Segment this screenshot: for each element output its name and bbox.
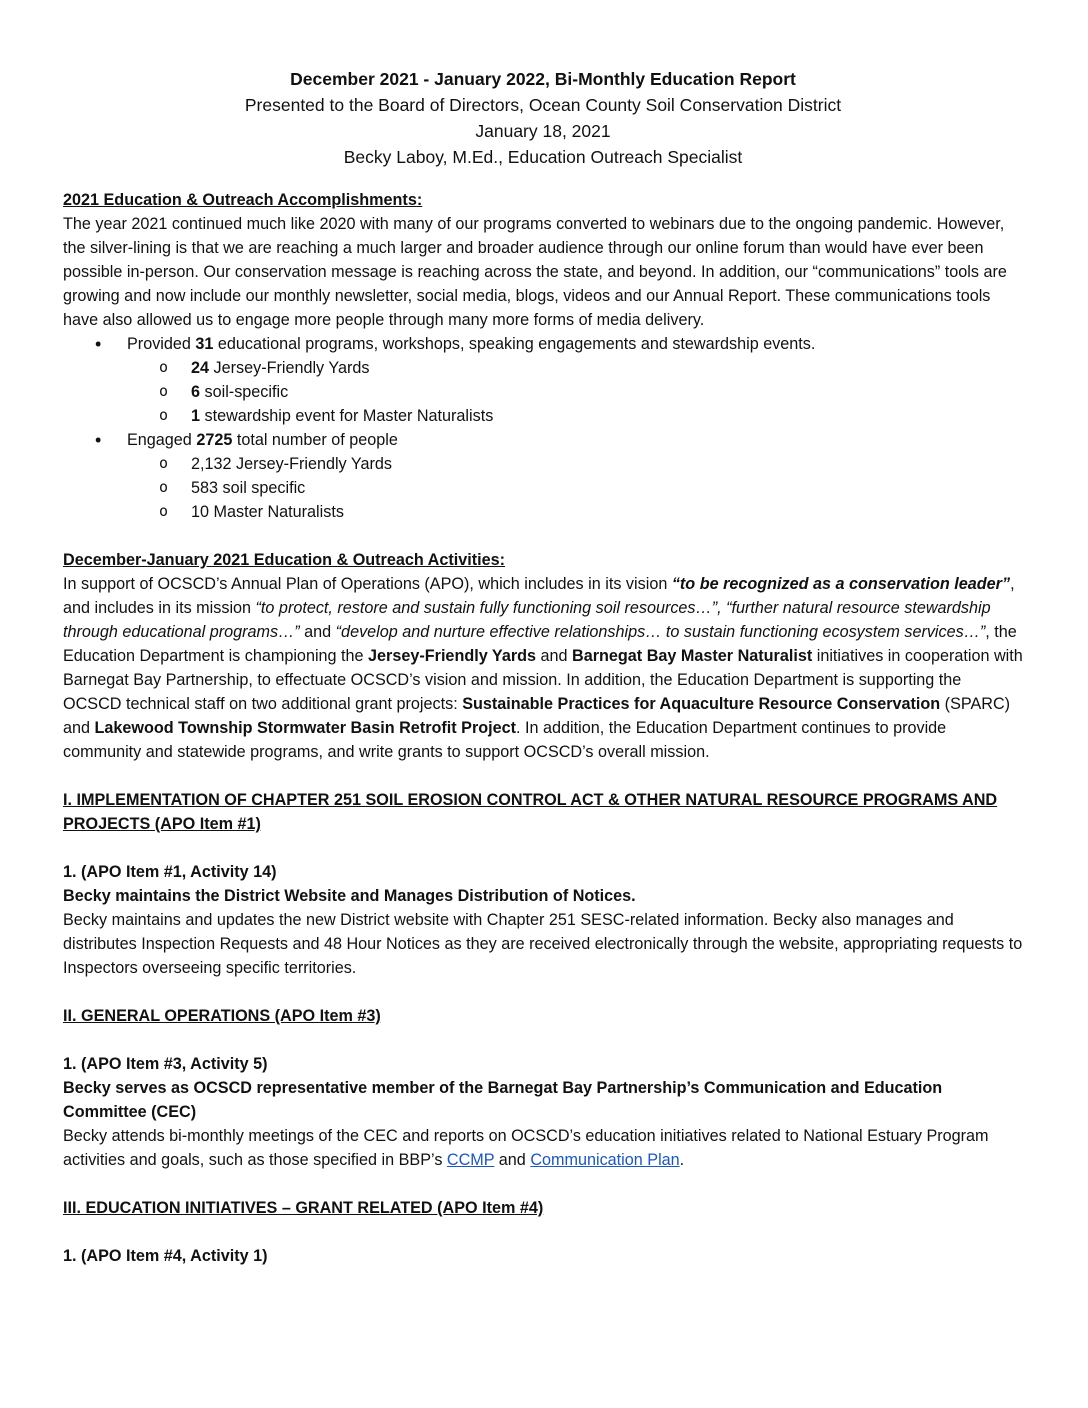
body-text: In support of OCSCD’s Annual Plan of Operations (APO), which includes in its vision bbox=[63, 575, 672, 593]
body-text: and bbox=[494, 1151, 531, 1169]
section-2-item-label: 1. (APO Item #3, Activity 5) bbox=[63, 1055, 268, 1073]
sub-text: Jersey-Friendly Yards bbox=[209, 359, 370, 377]
section-3-item-label: 1. (APO Item #4, Activity 1) bbox=[63, 1247, 268, 1265]
report-author: Becky Laboy, M.Ed., Education Outreach Specialist bbox=[343, 147, 743, 167]
body-text: . In addition, the Education Department continues to provide community and statewide programs, and write grants to support OCSCD’s overall mission. bbox=[63, 719, 947, 761]
programs-count: 31 bbox=[195, 335, 214, 353]
section-1-item-title: Becky maintains the District Website and Manages Distribution of Notices. bbox=[63, 887, 636, 905]
activities-heading: December-January 2021 Education & Outreach Activities: bbox=[63, 551, 506, 569]
project-name: Sustainable Practices for Aquaculture Resource Conservation bbox=[462, 695, 941, 713]
accomplishments-body: The year 2021 continued much like 2020 with many of our programs converted to webinars due to the ongoing pandemic. However, the silver-lining is that we are reaching a much larger and broader audience through our online forum than would have ever been possible in-person. Our conservation message is reaching across the state, and beyond. In addition, our “communications” tools are growing and now include our monthly newsletter, social media, blogs, videos and our Annual Report. These communications tools have also allowed us to engage more people through many more forms of media delivery. bbox=[63, 215, 1007, 329]
project-name: Lakewood Township Stormwater Basin Retrofit Project bbox=[94, 719, 517, 737]
body-text: , the Education Department is championing the bbox=[63, 623, 1017, 665]
sub-list bbox=[127, 356, 1023, 428]
initiative-name: Jersey-Friendly Yards bbox=[368, 647, 537, 665]
body-text: and bbox=[536, 647, 573, 665]
report-date: January 18, 2021 bbox=[475, 121, 611, 141]
mission-quote: “to protect, restore and sustain fully functioning soil resources…”, “further natural resource stewardship through educational programs…” bbox=[63, 599, 991, 641]
sub-count: 6 bbox=[191, 383, 201, 401]
section-1-item-label: 1. (APO Item #1, Activity 14) bbox=[63, 863, 277, 881]
bullet-text: educational programs, workshops, speaking engagements and stewardship events. bbox=[213, 335, 816, 353]
report-header bbox=[63, 66, 1023, 170]
body-text: initiatives in cooperation with Barnegat Bay Partnership, to effectuate OCSCD’s vision and mission. In addition, the Education Department is supporting the OCSCD technical staff on two additional grant projects: bbox=[63, 647, 1023, 713]
activities-body bbox=[63, 572, 1023, 764]
communication-plan-link[interactable]: Communication Plan bbox=[530, 1151, 680, 1169]
section-3-heading: III. EDUCATION INITIATIVES – GRANT RELATED (APO Item #4) bbox=[63, 1199, 544, 1217]
sub-count: 24 bbox=[191, 359, 210, 377]
body-text: . bbox=[679, 1151, 685, 1169]
list-item bbox=[127, 356, 1023, 380]
section-1-heading: I. IMPLEMENTATION OF CHAPTER 251 SOIL EROSION CONTROL ACT & OTHER NATURAL RESOURCE PROGRAMS AND PROJECTS (APO Item #1) bbox=[63, 791, 998, 833]
ccmp-link[interactable]: CCMP bbox=[446, 1151, 495, 1169]
body-text: Becky attends bi-monthly meetings of the CEC and reports on OCSCD’s education initiatives related to National Estuary Program activities and goals, such as those specified in BBP’s bbox=[63, 1127, 989, 1169]
sub-list bbox=[127, 452, 1023, 524]
section-2-item-body bbox=[63, 1124, 1023, 1172]
accomplishments-list bbox=[63, 332, 1023, 524]
section-2-item-title: Becky serves as OCSCD representative member of the Barnegat Bay Partnership’s Communication and Education Committee (CEC) bbox=[63, 1079, 943, 1121]
sub-text: soil-specific bbox=[200, 383, 289, 401]
mission-quote: “develop and nurture effective relationships… to sustain functioning ecosystem services…” bbox=[335, 623, 986, 641]
initiative-name: Barnegat Bay Master Naturalist bbox=[572, 647, 813, 665]
list-item bbox=[127, 380, 1023, 404]
vision-quote: “to be recognized as a conservation leader” bbox=[671, 575, 1011, 593]
sub-text: stewardship event for Master Naturalists bbox=[200, 407, 494, 425]
list-item: o 583 soil specific bbox=[127, 476, 1023, 500]
bullet-text: total number of people bbox=[232, 431, 398, 449]
list-item: o 2,132 Jersey-Friendly Yards bbox=[127, 452, 1023, 476]
section-1-item-body: Becky maintains and updates the new District website with Chapter 251 SESC-related information. Becky also manages and distributes Inspection Requests and 48 Hour Notices as they are received electronically through the website, appropriating requests to Inspectors overseeing specific territories. bbox=[63, 911, 1023, 977]
bullet-text: Provided bbox=[127, 335, 196, 353]
list-item bbox=[63, 332, 1023, 428]
body-text: (SPARC) and bbox=[63, 695, 1011, 737]
accomplishments-heading: 2021 Education & Outreach Accomplishments: bbox=[63, 191, 423, 209]
document-page bbox=[63, 66, 1023, 1268]
body-text: , and includes in its mission bbox=[63, 575, 1015, 617]
section-2-heading: II. GENERAL OPERATIONS (APO Item #3) bbox=[63, 1007, 381, 1025]
presented-to: Presented to the Board of Directors, Ocean County Soil Conservation District bbox=[244, 95, 842, 115]
sub-count: 1 bbox=[191, 407, 201, 425]
list-item bbox=[127, 404, 1023, 428]
people-count: 2725 bbox=[196, 431, 233, 449]
body-text: and bbox=[299, 623, 336, 641]
list-item bbox=[63, 428, 1023, 524]
list-item: o 10 Master Naturalists bbox=[127, 500, 1023, 524]
report-title: December 2021 - January 2022, Bi-Monthly Education Report bbox=[290, 69, 796, 89]
bullet-text: Engaged bbox=[127, 431, 197, 449]
